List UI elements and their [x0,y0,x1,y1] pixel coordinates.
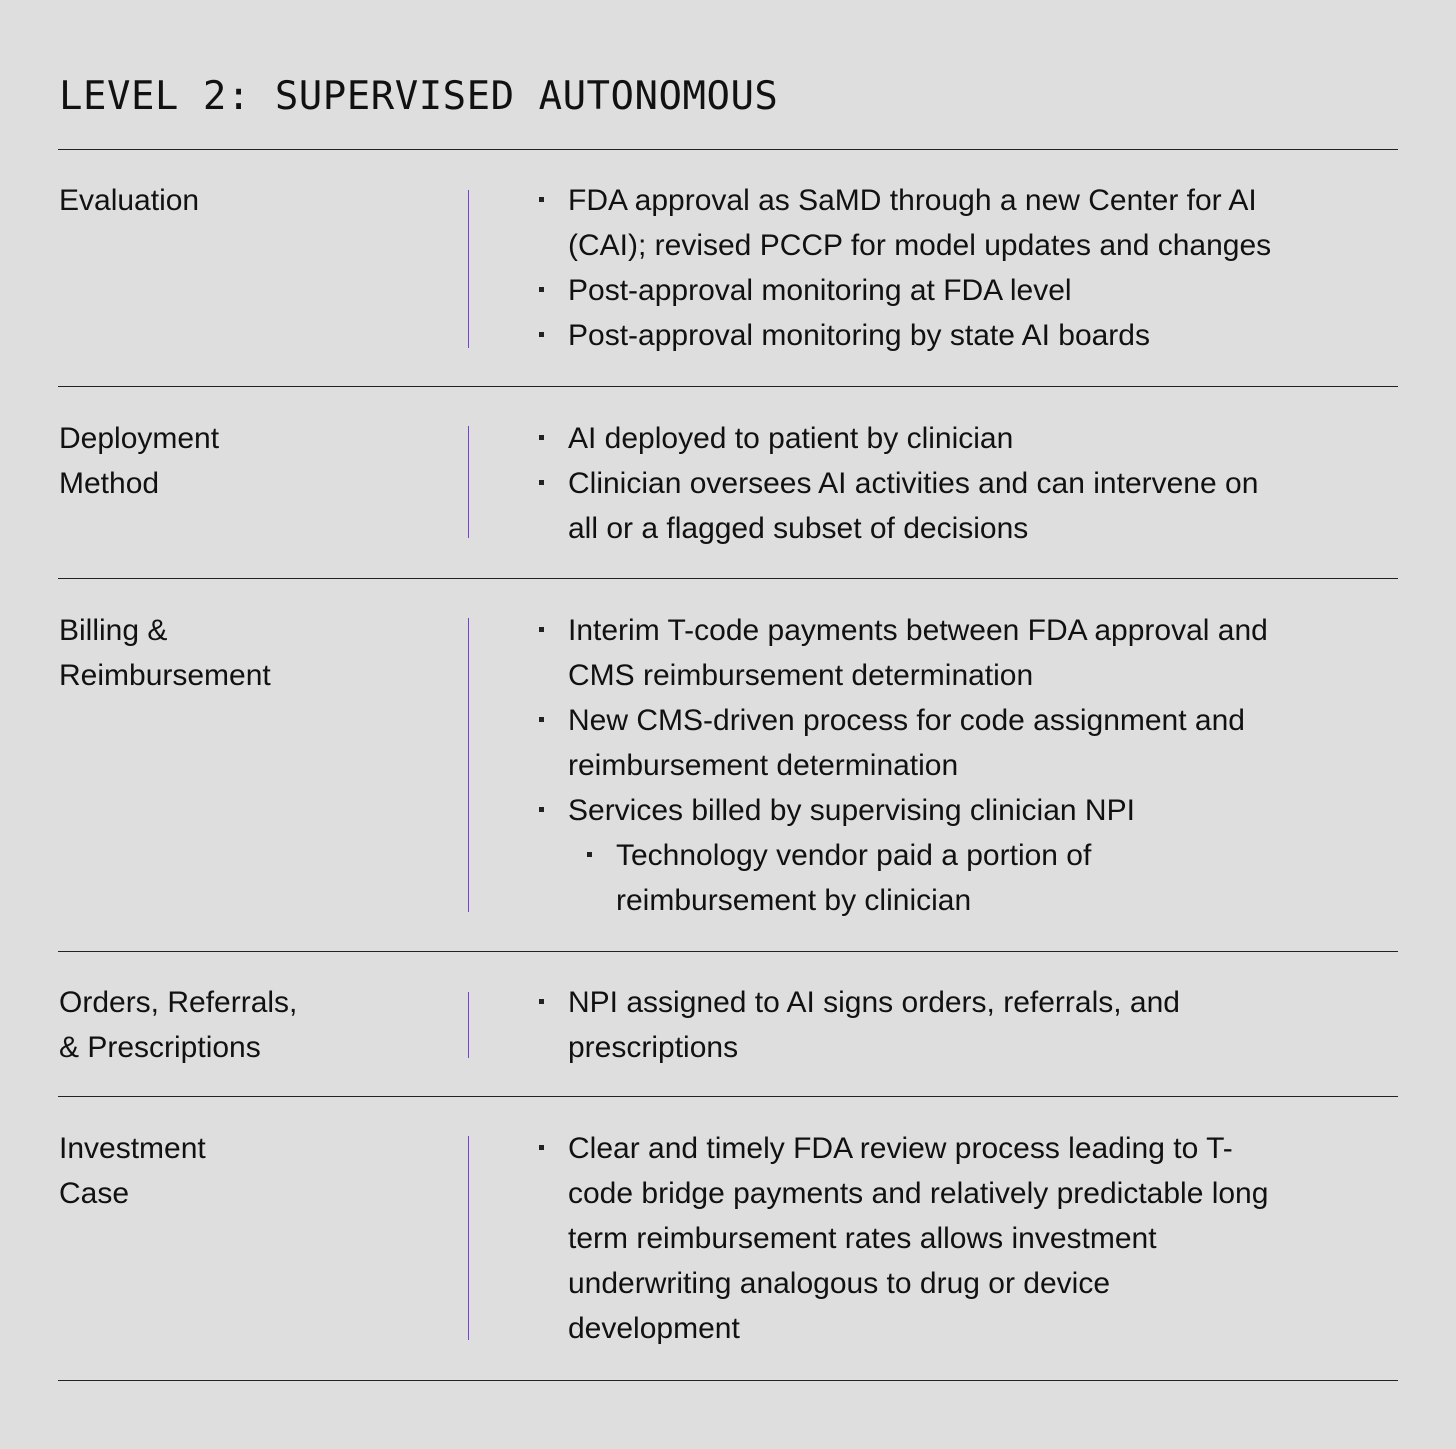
list-item-line: development [568,1312,740,1345]
list-item [568,268,1388,313]
list-item [568,461,1388,551]
bullet-icon [587,852,592,857]
list-item-line: Clear and timely FDA review process leading to T- [568,1132,1233,1165]
row-divider [468,618,469,912]
list-item [568,608,1388,698]
list-item-line: reimbursement by clinician [616,884,972,917]
bullet-icon [539,197,544,202]
row-label-line: Reimbursement [59,659,271,692]
bullet-icon [539,717,544,722]
row-divider [468,992,469,1058]
bullet-icon [539,332,544,337]
rule-top [58,149,1398,150]
row-label-line: Billing & [59,614,168,647]
row-label-line: Orders, Referrals, [59,986,298,1019]
row-label-line: Method [59,467,160,500]
bullet-icon [539,627,544,632]
list-item [568,313,1388,358]
row-separator [58,578,1398,579]
bullet-icon [539,287,544,292]
bullet-icon [539,480,544,485]
row-divider [468,190,469,348]
sub-list-item [616,833,1388,923]
list-item [568,416,1388,461]
list-item [568,980,1388,1070]
row-separator [58,1096,1398,1097]
list-item-line: reimbursement determination [568,749,959,782]
list-item-line: AI deployed to patient by clinician [568,422,1014,455]
row-label [59,416,399,506]
bullet-icon [539,807,544,812]
list-item-line: Interim T-code payments between FDA approval and [568,614,1268,647]
row-label-line: Deployment [59,422,220,455]
list-item-line: Services billed by supervising clinician NPI [568,794,1135,827]
row-label [59,608,399,698]
list-item-line: term reimbursement rates allows investment [568,1222,1157,1255]
list-item-line: code bridge payments and relatively predictable long [568,1177,1269,1210]
list-item [568,788,1388,833]
row-label [59,178,399,223]
list-item [568,178,1388,268]
list-item-line: NPI assigned to AI signs orders, referrals, and [568,986,1180,1019]
list-item-line: FDA approval as SaMD through a new Center for AI [568,184,1257,217]
row-label-line: & Prescriptions [59,1031,261,1064]
list-item-line: underwriting analogous to drug or device [568,1267,1111,1300]
rule-bottom [58,1380,1398,1381]
list-item-line: prescriptions [568,1031,739,1064]
row-label-line: Evaluation [59,184,200,217]
list-item-line: (CAI); revised PCCP for model updates and changes [568,229,1272,262]
list-item-line: New CMS-driven process for code assignment and [568,704,1245,737]
list-item-line: Clinician oversees AI activities and can intervene on [568,467,1259,500]
list-item-line: CMS reimbursement determination [568,659,1034,692]
row-items [568,608,1388,923]
row-items [568,1126,1388,1351]
bullet-icon [539,1145,544,1150]
row-label-line: Case [59,1177,130,1210]
row-label [59,980,399,1070]
row-divider [468,426,469,538]
list-item-line: Post-approval monitoring at FDA level [568,274,1072,307]
row-separator [58,386,1398,387]
row-label-line: Investment [59,1132,206,1165]
row-items [568,980,1388,1070]
row-divider [468,1136,469,1340]
row-items [568,416,1388,551]
bullet-icon [539,435,544,440]
row-label [59,1126,399,1216]
list-item-line: Post-approval monitoring by state AI boards [568,319,1150,352]
row-items [568,178,1388,358]
list-item-line: Technology vendor paid a portion of [616,839,1092,872]
row-separator [58,951,1398,952]
list-item-line: all or a flagged subset of decisions [568,512,1029,545]
list-item [568,1126,1388,1351]
list-item [568,698,1388,788]
bullet-icon [539,999,544,1004]
page-title: LEVEL 2: SUPERVISED AUTONOMOUS [59,74,779,119]
